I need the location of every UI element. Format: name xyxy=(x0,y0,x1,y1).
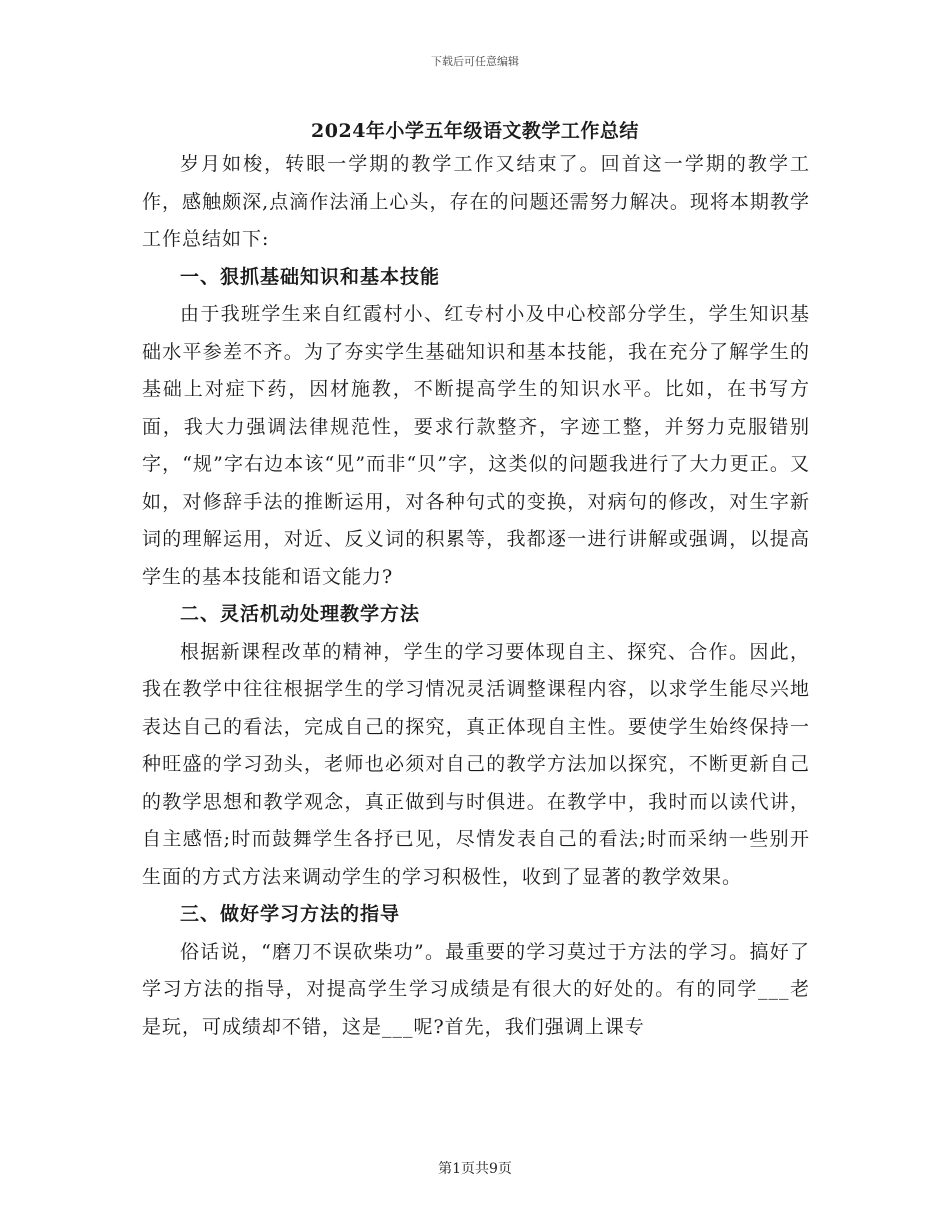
section-heading: 一、狠抓基础知识和基本技能 xyxy=(180,265,441,288)
page-number: 第1页共9页 xyxy=(438,1161,512,1177)
section-paragraph: 俗话说，“磨刀不误砍柴功”。最重要的学习莫过于方法的学习。搞好了学习方法的指导，对提高学生学习成绩是有很大的好处的。有的同学___老是玩，可成绩却不错，这是___呢?首先，我们强调上课专 xyxy=(142,940,810,1038)
section-heading: 三、做好学习方法的指导 xyxy=(180,903,401,925)
header-note: 下载后可任意编辑 xyxy=(431,55,519,68)
intro-paragraph: 岁月如梭，转眼一学期的教学工作又结束了。回首这一学期的教学工作，感触颇深,点滴作法涌上心头，存在的问题还需努力解决。现将本期教学工作总结如下: xyxy=(142,153,810,250)
section-paragraph: 根据新课程改革的精神，学生的学习要体现自主、探究、合作。因此，我在教学中往往根据学生的学习情况灵活调整课程内容，以求学生能尽兴地表达自己的看法，完成自己的探究，真正体现自主性。要使学生始终保持一种旺盛的学习劲头，老师也必须对自己的教学方法加以探究，不断更新自己的教学思想和教学观念，真正做到与时俱进。在教学中，我时而以读代讲，自主感悟;时而鼓舞学生各抒已见，尽情发表自己的看法;时而采纳一些别开生面的方式方法来调动学生的学习积极性，收到了显著的教学效果。 xyxy=(142,640,810,888)
document-body xyxy=(142,146,810,1046)
section-paragraph: 由于我班学生来自红霞村小、红专村小及中心校部分学生，学生知识基础水平参差不齐。为了夯实学生基础知识和基本技能，我在充分了解学生的基础上对症下药，因材施教，不断提高学生的知识水平。比如，在书写方面，我大力强调法律规范性，要求行款整齐，字迹工整，并努力克服错别字，“规”字右边本该“见”而非“贝”字，这类似的问题我进行了大力更正。又如，对修辞手法的推断运用，对各种句式的变换，对病句的修改，对生字新词的理解运用，对近、反义词的积累等，我都逐一进行讲解或强调，以提高学生的基本技能和语文能力? xyxy=(142,303,810,588)
document-title: 2024年小学五年级语文教学工作总结 xyxy=(311,120,639,142)
section-heading: 二、灵活机动处理教学方法 xyxy=(180,603,421,625)
